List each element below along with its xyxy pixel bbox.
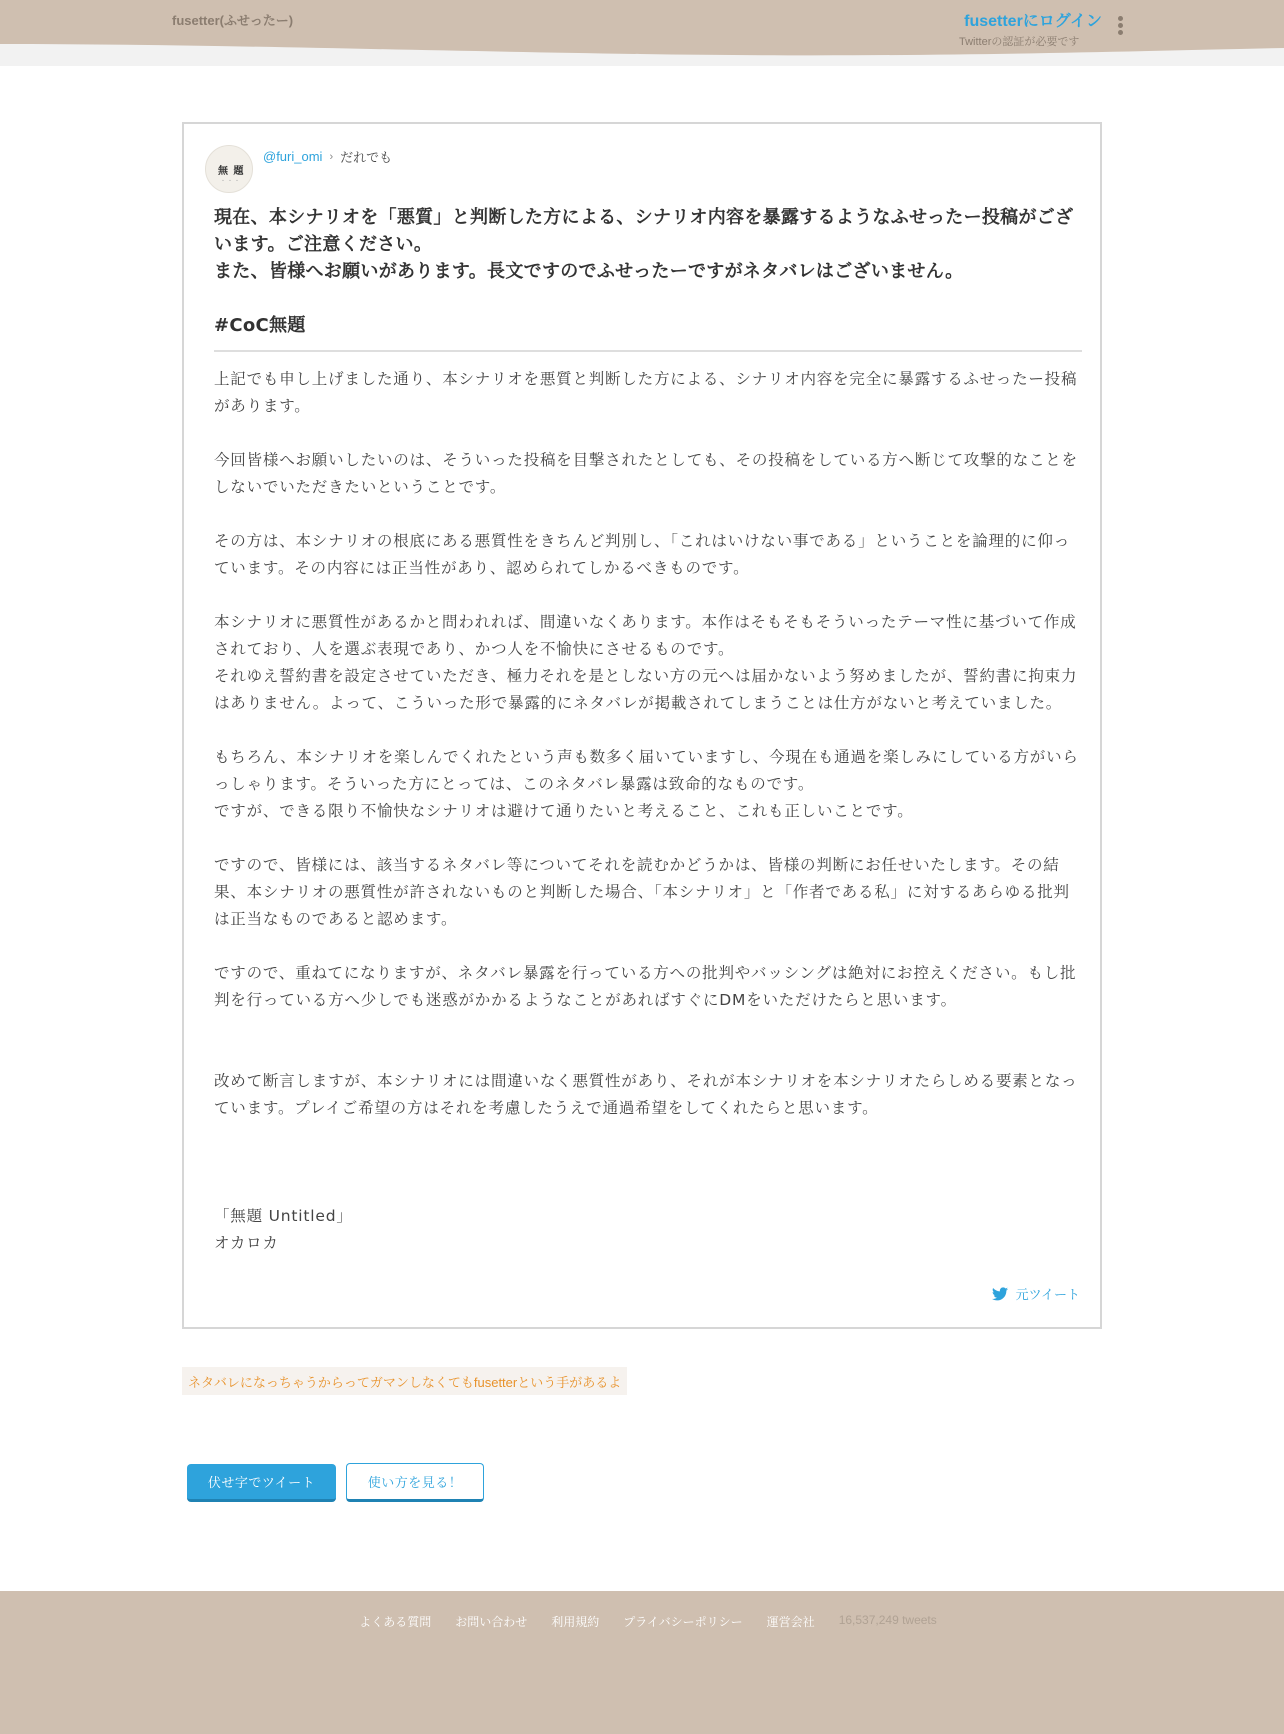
original-tweet-label[interactable]: 元ツイート <box>1015 1287 1080 1302</box>
footer-link-privacy[interactable]: プライバシーポリシー <box>623 1615 743 1629</box>
tweet-count: 16,537,249 tweets <box>838 1613 937 1627</box>
username-link[interactable]: @furi_omi <box>263 149 323 164</box>
site-name[interactable]: fusetter(ふせったー) <box>172 13 294 28</box>
footer-link-company[interactable]: 運営会社 <box>766 1615 815 1629</box>
promo-text: ネタバレになっちゃうからってガマンしなくてもfusetterという手があるよ <box>188 1374 622 1390</box>
footer-link-terms[interactable]: 利用規約 <box>551 1615 600 1629</box>
divider <box>214 350 1082 352</box>
avatar-dots: ・・・ <box>220 178 242 185</box>
post-card <box>182 122 1102 1329</box>
footer-links <box>0 1613 1284 1630</box>
how-to-use-button[interactable]: 使い方を見る！ <box>346 1463 484 1502</box>
post-body: 上記でも申し上げました通り、本シナリオを悪質と判断した方による、シナリオ内容を完全に暴露するふせったー投稿があります。 今回皆様へお願いしたいのは、そういった投稿を目撃されたとしても、その投稿をしている方へ断じて攻撃的なことをしないでいただきたいということです。 その方は、本シナリオの根底にある悪質性をきちんど判別し、「これはいけない事である」ということを論理的に仰っています。その内容には正当性があり、認められてしかるべきものです。 本シナリオに悪質性があるかと問われれば、間違いなくあります。本作はそもそもそういったテーマ性に基づいて作成されており、人を選ぶ表現であり、かつ人を不愉快にさせるものです。 それゆえ誓約書を設定させていただき、極力それを是としない方の元へは届かないよう努めましたが、誓約書に拘束力はありません。よって、こういった形で暴露的にネタバレが掲載されてしまうことは仕方がないと考えていました。 もちろん、本シナリオを楽しんでくれたという声も数多く届いていますし、今現在も通過を楽しみにしている方がいらっしゃります。そういった方にとっては、このネタバレ暴露は致命的なものです。 ですが、できる限り不愉快なシナリオは避けて通りたいと考えること、これも正しいことです。 ですので、皆様には、該当するネタバレ等についてそれを読むかどうかは、皆様の判断にお任せいたします。その結果、本シナリオの悪質性が許されないものと判断した場合、「本シナリオ」と「作者である私」に対するあらゆる批判は正当なものであると認めます。 ですので、重ねてになりますが、ネタバレ暴露を行っている方への批判やバッシングは絶対にお控えください。もし批判を行っている方へ少しでも迷惑がかかるようなことがあればすぐにDMをいただけたらと思います。 改めて断言しますが、本シナリオには間違いなく悪質性があり、それが本シナリオを本シナリオたらしめる要素となっています。プレイご希望の方はそれを考慮したうえで通過希望をしてくれたらと思います。 「無題 Untitled」 オカロカ <box>214 370 1079 1252</box>
avatar-text: 無 題 <box>218 166 245 177</box>
promo-banner <box>182 1367 627 1395</box>
twitter-bird-icon <box>992 1287 1008 1301</box>
login-note: Twitterの認証が必要です <box>959 36 1080 48</box>
footer-link-contact[interactable]: お問い合わせ <box>455 1615 528 1629</box>
kebab-menu-icon[interactable] <box>1114 16 1126 36</box>
audience-label: だれでも <box>340 150 393 165</box>
site-header <box>0 0 1284 66</box>
post-headline: 現在、本シナリオを「悪質」と判断した方による、シナリオ内容を暴露するようなふせったー投稿がございます。ご注意ください。 また、皆様へお願いがあります。長文ですのでふせったーですがネタバレはございません。 #CoC無題 <box>214 207 1074 336</box>
avatar[interactable] <box>205 145 253 193</box>
chevron-right-icon: › <box>329 150 334 163</box>
site-footer <box>0 1591 1284 1734</box>
post-meta <box>263 147 392 166</box>
login-link[interactable]: fusetterにログイン <box>964 13 1102 30</box>
tweet-with-spoiler-button[interactable]: 伏せ字でツイート <box>187 1464 336 1502</box>
original-tweet-link[interactable] <box>992 1284 1080 1303</box>
footer-link-faq[interactable]: よくある質問 <box>359 1615 432 1629</box>
